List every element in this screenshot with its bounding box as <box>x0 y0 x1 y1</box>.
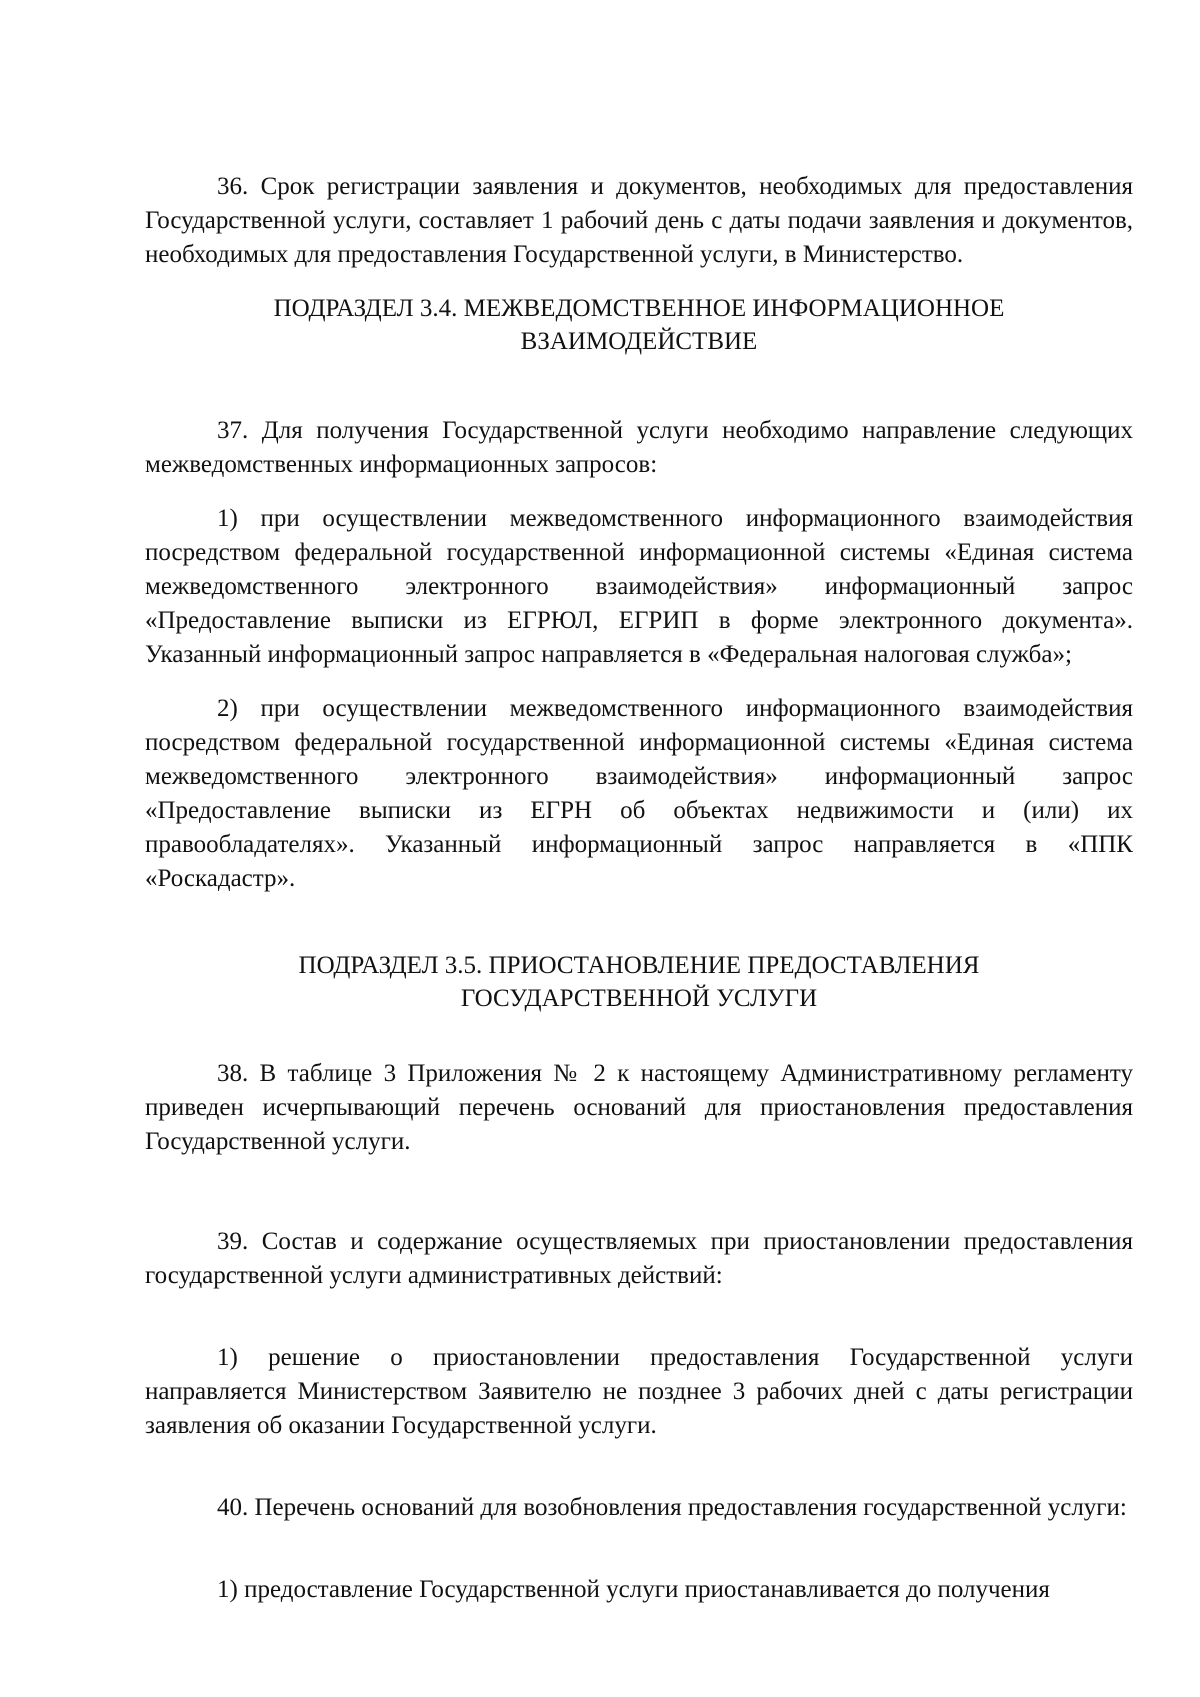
document-page <box>145 170 1133 1607</box>
section-heading-3-5-line1: ПОДРАЗДЕЛ 3.5. ПРИОСТАНОВЛЕНИЕ ПРЕДОСТАВЛЕНИЯ <box>298 952 980 979</box>
section-heading-3-4-line2: ВЗАИМОДЕЙСТВИЕ <box>520 328 758 355</box>
section-heading-3-5-line2: ГОСУДАРСТВЕННОЙ УСЛУГИ <box>460 985 818 1012</box>
paragraph-40: 40. Перечень оснований для возобновления предоставления государственной услуги: <box>217 1494 1127 1521</box>
paragraph-36: 36. Срок регистрации заявления и документов, необходимых для предоставления Государственной услуги, составляет 1 рабочий день с даты подачи заявления и документов, необходимых для предоставления Государственной услуги, в Министерство. <box>145 173 1133 268</box>
paragraph-39: 39. Состав и содержание осуществляемых при приостановлении предоставления государственной услуги административных действий: <box>145 1228 1133 1289</box>
paragraph-37-item-1: 1) при осуществлении межведомственного информационного взаимодействия посредством федеральной государственной информационной системы «Единая система межведомственного электронного взаимодействия» информационный запрос «Предоставление выписки из ЕГРЮЛ, ЕГРИП в форме электронного документа». Указанный информационный запрос направляется в «Федеральная налоговая служба»; <box>145 505 1133 668</box>
section-heading-3-4-line1: ПОДРАЗДЕЛ 3.4. МЕЖВЕДОМСТВЕННОЕ ИНФОРМАЦИОННОЕ <box>273 295 1005 322</box>
paragraph-37-item-2: 2) при осуществлении межведомственного информационного взаимодействия посредством федеральной государственной информационной системы «Единая система межведомственного электронного взаимодействия» информационный запрос «Предоставление выписки из ЕГРН об объектах недвижимости и (или) их правообладателях». Указанный информационный запрос направляется в «ППК «Роскадастр». <box>145 695 1133 892</box>
paragraph-39-item-1: 1) решение о приостановлении предоставления Государственной услуги направляется Министерством Заявителю не позднее 3 рабочих дней с даты регистрации заявления об оказании Государственной услуги. <box>145 1344 1133 1439</box>
section-heading-3-5 <box>145 949 1133 1015</box>
section-heading-3-4 <box>145 292 1133 358</box>
paragraph-38: 38. В таблице 3 Приложения № 2 к настоящему Административному регламенту приведен исчерпывающий перечень оснований для приостановления предоставления Государственной услуги. <box>145 1060 1133 1155</box>
paragraph-37: 37. Для получения Государственной услуги необходимо направление следующих межведомственных информационных запросов: <box>145 417 1133 478</box>
paragraph-40-item-1: 1) предоставление Государственной услуги приостанавливается до получения <box>217 1576 1050 1603</box>
